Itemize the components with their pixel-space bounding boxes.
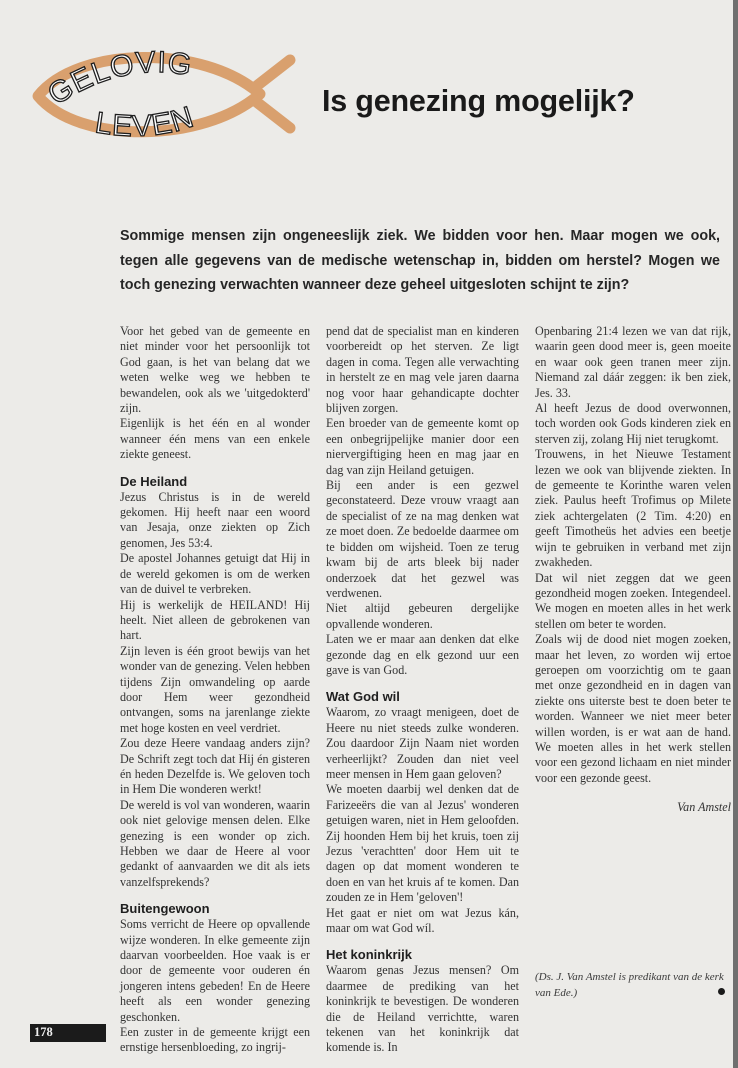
paragraph: Openbaring 21:4 lezen we van dat rijk, waarin geen dood meer is, geen moeite en waar ook geen tranen meer zijn. Niemand zal dáár zeggen: ik ben ziek, Jes. 33.	[535, 324, 731, 400]
svg-text:GELOVIG	[42, 46, 194, 112]
paragraph: Waarom, zo vraagt menigeen, doet de Heere nu niet steeds zulke wonderen. Zou daardoor Zijn Naam niet worden verheerlijkt? Zouden dan niet veel meer mensen in Hem gaan geloven?	[326, 705, 519, 781]
paragraph: Zou deze Heere vandaag anders zijn? De Schrift zegt toch dat Hij én gisteren én heden Dezelfde is. We geloven toch in Hem Die wonderen werkt!	[120, 736, 310, 797]
paragraph: Een zuster in de gemeente krijgt een ernstige hersenbloeding, zo ingrij-	[120, 1025, 310, 1055]
page-edge	[733, 0, 738, 1068]
page-number-bar	[30, 1024, 106, 1042]
paragraph: Hij is werkelijk de HEILAND! Hij heelt. Niet alleen de gebrokenen van hart.	[120, 597, 310, 643]
logo-word-leven: LEVEN	[93, 100, 199, 144]
paragraph: Jezus Christus is in de wereld gekomen. Hij heeft naar een woord van Jesaja, onze ziekten op Zich genomen, Jes 53:4.	[120, 489, 310, 550]
end-mark-icon	[718, 988, 725, 995]
author-note: (Ds. J. Van Amstel is predikant van de kerk van Ede.)	[535, 971, 724, 999]
paragraph: Soms verricht de Heere op opvallende wijze wonderen. In elke gemeente zijn daarvan voorbeelden. Hoe vaak is er door de gemeente voor ouderen én jongeren intens gebeden! En de Heere heeft als een wonder genezing geschonken.	[120, 917, 310, 1024]
paragraph: Het gaat er niet om wat Jezus kán, maar om wat God wíl.	[326, 905, 519, 936]
column-3	[535, 324, 731, 816]
paragraph: Waarom genas Jezus mensen? Om daarmee de prediking van het koninkrijk te bevestigen. De wonderen die de Heiland verrichtte, waren tekenen van het koninkrijk dat komende is. In	[326, 963, 519, 1055]
section-heading: De Heiland	[120, 473, 188, 489]
article-title: Is genezing mogelijk?	[322, 84, 635, 118]
page-number: 178	[34, 1025, 53, 1039]
paragraph: Zoals wij de dood niet mogen zoeken, maar het leven, zo worden wij ertoe geroepen om voorzichtig om te gaan met onze gezondheid en in dagen van ziekte ons uiterste best te doen beter te worden. Wanneer we niet meer beter willen worden, is er wat aan de hand. We moeten alles in het werk stellen voor een gezond lichaam en niet minder voor een gezonde geest.	[535, 632, 731, 785]
svg-text:LEVEN	[93, 100, 198, 143]
column-2	[326, 324, 519, 1056]
paragraph: Trouwens, in het Nieuwe Testament lezen we ook van blijvende ziekten. In de gemeente te Korinthe waren velen ziek. Paulus heeft Trofimus op Milete ziek achtergelaten (2 Tim. 4:20) en geeft Timotheüs het advies een beetje wijn te gebruiken in verband met zijn zwakheden.	[535, 447, 731, 570]
paragraph: Eigenlijk is het één en al wonder wanneer één mens van een enkele ziekte geneest.	[120, 416, 310, 462]
author-signature: Van Amstel	[677, 800, 731, 815]
paragraph: De wereld is vol van wonderen, waarin ook niet gelovige mensen delen. Elke genezing is een wonder op zich. Hebben we daar de Heere al voor gedankt of aanvaarden we dit als iets vanzelfsprekends?	[120, 797, 310, 889]
paragraph: Al heeft Jezus de dood overwonnen, toch worden ook Gods kinderen ziek en sterven zij, zolang Hij niet terugkomt.	[535, 401, 731, 446]
section-heading: Buitengewoon	[120, 901, 210, 917]
paragraph: Voor het gebed van de gemeente en niet minder voor het persoonlijk tot God gaan, is het van belang dat we weten welke weg we hebben te bewandelen, ook als we 'uitgedokterd' zijn.	[120, 324, 310, 416]
paragraph: Niet altijd gebeuren dergelijke opvallende wonderen.	[326, 601, 519, 631]
paragraph: Een broeder van de gemeente komt op een onbegrijpelijke manier door een niervergiftiging heen en mag jaar en dag van zijn Heiland getuigen.	[326, 416, 519, 477]
section-heading: Wat God wil	[326, 689, 400, 705]
paragraph: Bij een ander is een gezwel geconstateerd. Deze vrouw vraagt aan de specialist of ze na mag denken wat ze moet doen. Ze bedoelde daarmee om te bidden om wijsheid. Toen ze terug kwam bij de arts bleek bij nader onderzoek dat het gezwel was verdwenen.	[326, 478, 519, 600]
paragraph: pend dat de specialist man en kinderen voorbereidt op het sterven. Ze ligt dagen in coma. Tegen alle verwachting in herstelt ze en mag vele jaren daarna nog voor haar gehandicapte dochter blijven zorgen.	[326, 324, 519, 416]
paragraph: De apostel Johannes getuigt dat Hij in de wereld gekomen is om de werken van de duivel te verbreken.	[120, 551, 310, 597]
fish-logo-icon	[28, 40, 300, 148]
paragraph: We moeten daarbij wel denken dat de Farizeeërs die van al Jezus' wonderen getuigen waren, niet in Hem geloofden. Zij hoonden Hem bij het kruis, toen zij Jezus 'verachtten' door Hem uit te dagen op dat moment wonderen te doen en van het kruis af te komen. Dan zouden ze in Hem 'geloven'!	[326, 782, 519, 905]
paragraph: Zijn leven is één groot bewijs van het wonder van de genezing. Velen hebben tijdens Zijn omwandeling op aarde door Hem weer gezondheid ontvangen, soms na jarenlange ziekte met hoge kosten en veel verdriet.	[120, 643, 310, 735]
paragraph: Laten we er maar aan denken dat elke gezonde dag en elk gezond uur een gave is van God.	[326, 632, 519, 677]
logo-word-gelovig: GELOVIG	[42, 45, 195, 112]
paragraph: Dat wil niet zeggen dat we geen gezondheid mogen zoeken. Integendeel. We mogen en moeten alles in het werk stellen om beter te worden.	[535, 570, 731, 631]
column-1	[120, 324, 310, 1056]
article-intro: Sommige mensen zijn ongeneeslijk ziek. We bidden voor hen. Maar mogen we ook, tegen alle gegevens van de medische wetenschap in, bidden om herstel? Mogen we toch genezing verwachten wanneer deze geheel uitgesloten schijnt te zijn?	[120, 228, 720, 293]
section-heading: Het koninkrijk	[326, 947, 412, 963]
